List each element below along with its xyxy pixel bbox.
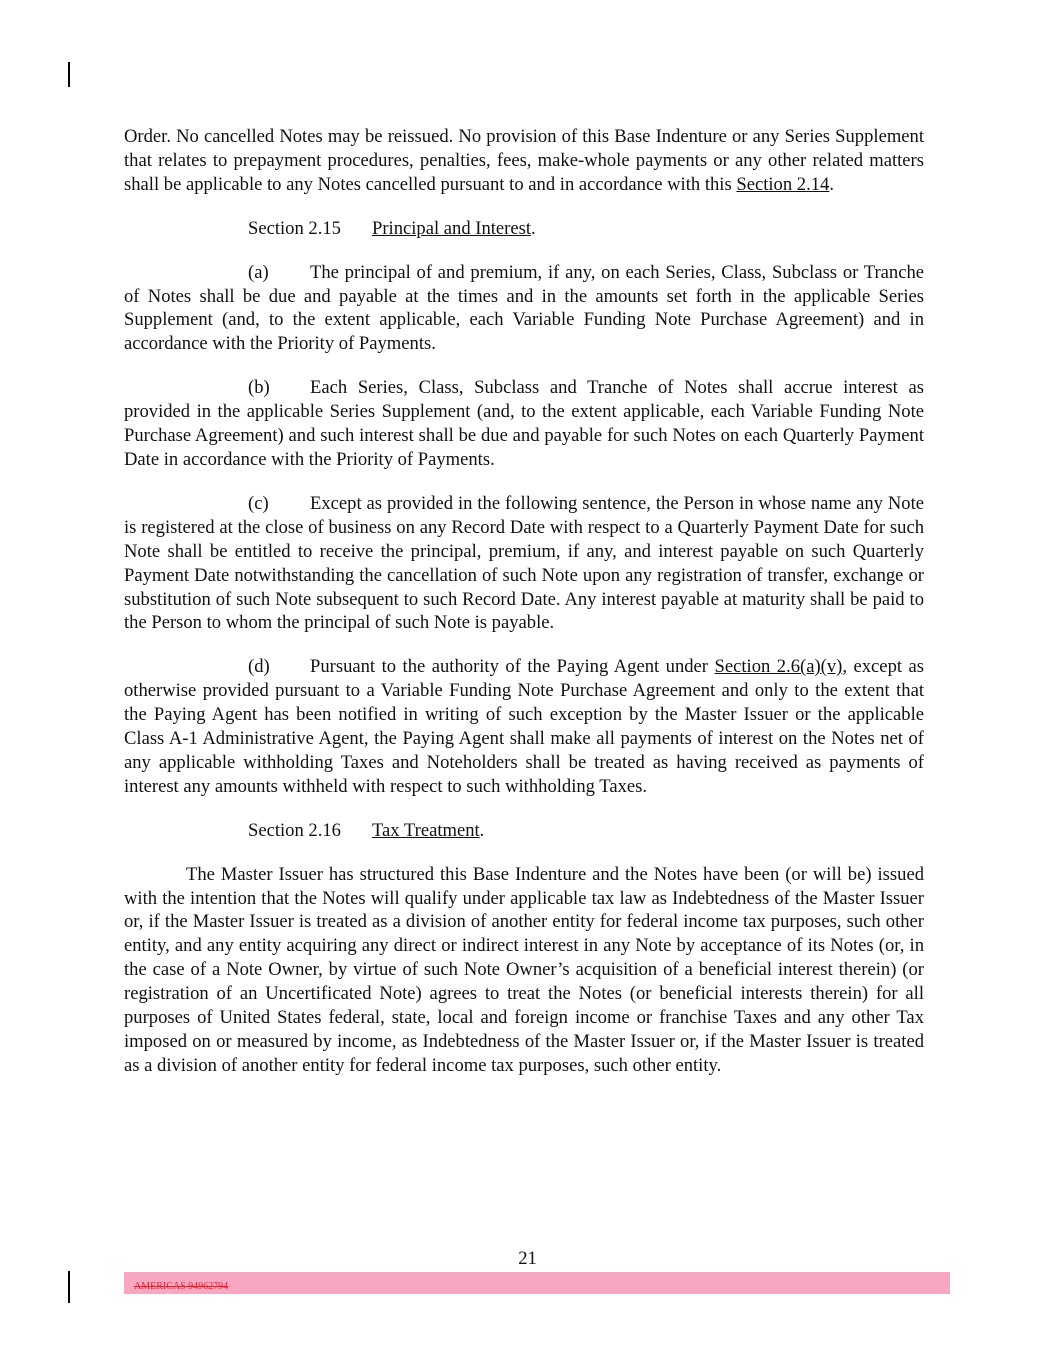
section-2-6-link[interactable]: Section 2.6(a)(v) <box>714 656 843 678</box>
item-label: (c) <box>248 492 269 514</box>
document-body <box>124 125 924 1098</box>
section-number: Section 2.15 <box>248 217 341 239</box>
footer-doc-id-bar <box>124 1272 950 1294</box>
continuation-paragraph: Order. No cancelled Notes may be reissued. No provision of this Base Indenture or any Series Supplement that relates to prepayment procedures, penalties, fees, make-whole payments or any other related matters shall be applicable to any Notes cancelled pursuant to and in accordance with this Section 2.14. <box>124 126 924 195</box>
item-b: (b) Each Series, Class, Subclass and Tranche of Notes shall accrue interest as provided in the applicable Series Supplement (and, to the extent applicable, each Variable Funding Note Purchase Agreement) and such interest shall be due and payable for such Notes on each Quarterly Payment Date in accordance with the Priority of Payments. <box>124 377 924 470</box>
section-number: Section 2.16 <box>248 819 341 841</box>
footer-doc-id: AMERICAS 94962794 <box>134 1281 229 1292</box>
section-2-16-heading: Section 2.16 Tax Treatment. <box>248 819 485 841</box>
section-title: Principal and Interest <box>372 217 532 239</box>
item-label: (b) <box>248 377 270 399</box>
item-label: (d) <box>248 656 270 678</box>
section-2-14-link[interactable]: Section 2.14 <box>736 173 830 195</box>
tax-treatment-paragraph: The Master Issuer has structured this Base Indenture and the Notes have been (or will be) issued with the intention that the Notes will qualify under applicable tax law as Indebtedness of the Master Issuer or, if the Master Issuer is treated as a division of another entity for federal income tax purposes, such other entity, and any entity acquiring any direct or indirect interest in any Note by acceptance of its Notes (or, in the case of a Note Owner, by virtue of such Note Owner’s acquisition of a beneficial interest therein) (or registration of an Uncertificated Note) agrees to treat the Notes (or beneficial interests therein) for all purposes of United States federal, state, local and foreign income or franchise Taxes and any other Tax imposed on or measured by income, as Indebtedness of the Master Issuer or, if the Master Issuer is treated as a division of another entity for federal income tax purposes, such other entity. <box>124 863 924 1076</box>
change-bar-bottom <box>68 1271 70 1303</box>
item-label: (a) <box>248 261 269 283</box>
item-d: (d) Pursuant to the authority of the Paying Agent under Section 2.6(a)(v), except as otherwise provided pursuant to a Variable Funding Note Purchase Agreement and only to the extent that the Paying Agent has been notified in writing of such exception by the Master Issuer or the applicable Class A-1 Administrative Agent, the Paying Agent shall make all payments of interest on the Notes net of any applicable withholding Taxes and Noteholders shall be treated as having received as payments of interest any amounts withheld with respect to such withholding Taxes. <box>124 656 925 797</box>
section-title: Tax Treatment <box>372 819 480 841</box>
section-2-15-heading: Section 2.15 Principal and Interest. <box>248 217 536 239</box>
page-number: 21 <box>518 1248 537 1269</box>
change-bar-top <box>68 62 70 87</box>
item-a: (a) The principal of and premium, if any, on each Series, Class, Subclass or Tranche of Notes shall be due and payable at the times and in the amounts set forth in the applicable Series Supplement (and, to the extent applicable, each Variable Funding Note Purchase Agreement) and in accordance with the Priority of Payments. <box>124 261 924 355</box>
item-c: (c) Except as provided in the following sentence, the Person in whose name any Note is registered at the close of business on any Record Date with respect to a Quarterly Payment Date for such Note shall be entitled to receive the principal, premium, if any, and interest payable on such Quarterly Payment Date notwithstanding the cancellation of such Note upon any registration of transfer, exchange or substitution of such Note subsequent to such Record Date. Any interest payable at maturity shall be paid to the Person to whom the principal of such Note is payable. <box>124 492 924 634</box>
